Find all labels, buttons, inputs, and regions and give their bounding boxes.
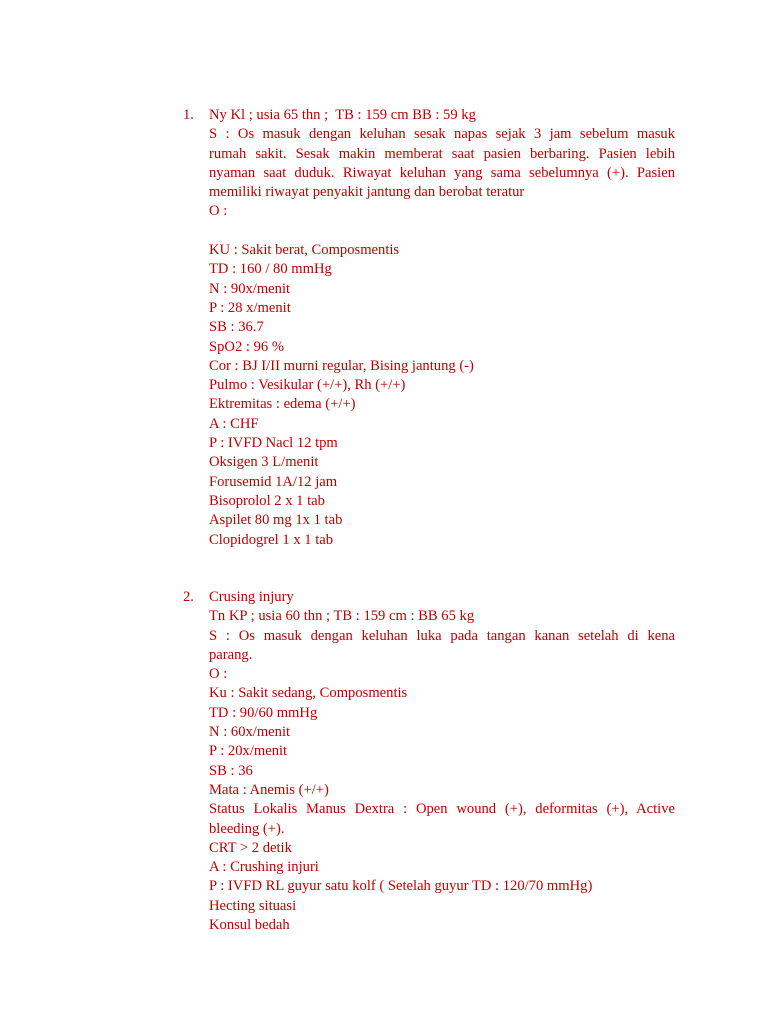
case-2-line: Konsul bedah bbox=[209, 917, 290, 934]
case-2-line: Hecting situasi bbox=[209, 897, 297, 914]
case-1-subjective-line: nyaman saat duduk. Riwayat keluhan yang sama sebelumnya (+). Pasien bbox=[209, 164, 675, 181]
case-2-title: Crusing injury bbox=[209, 589, 294, 605]
case-1-line: Clopidogrel 1 x 1 tab bbox=[209, 531, 334, 548]
case-2-line: Mata : Anemis (+/+) bbox=[209, 781, 329, 798]
case-2-status-line: bleeding (+). bbox=[209, 820, 285, 837]
case-1-number: 1. bbox=[183, 107, 194, 123]
case-2-subjective-line: S : Os masuk dengan keluhan luka pada tangan kanan setelah di kena bbox=[209, 627, 675, 644]
case-2-header: Tn KP ; usia 60 thn ; TB : 159 cm : BB 65 kg bbox=[209, 608, 475, 625]
case-1-line: KU : Sakit berat, Composmentis bbox=[209, 242, 400, 259]
case-2-line: Ku : Sakit sedang, Composmentis bbox=[209, 685, 408, 702]
case-1-subjective-line: S : Os masuk dengan keluhan sesak napas sejak 3 jam sebelum masuk bbox=[209, 126, 675, 143]
case-1-line: P : 28 x/menit bbox=[209, 299, 291, 316]
case-2-status-line: Status Lokalis Manus Dextra : Open wound (+), deformitas (+), Active bbox=[209, 801, 675, 818]
case-2-line: N : 60x/menit bbox=[209, 724, 291, 741]
case-2-line: P : 20x/menit bbox=[209, 743, 288, 760]
case-1-objective-label: O : bbox=[209, 203, 228, 220]
case-1-content bbox=[209, 106, 675, 550]
case-1-line: Bisoprolol 2 x 1 tab bbox=[209, 492, 325, 509]
case-1-line: P : IVFD Nacl 12 tpm bbox=[209, 435, 338, 452]
case-2-subjective-line: parang. bbox=[209, 646, 253, 663]
case-1-subjective-line: rumah sakit. Sesak makin memberat saat pasien berbaring. Pasien lebih bbox=[209, 145, 675, 162]
case-2-number: 2. bbox=[183, 589, 194, 605]
blank-line bbox=[209, 222, 675, 241]
case-2-line: SB : 36 bbox=[209, 762, 253, 779]
case-1-line: TD : 160 / 80 mmHg bbox=[209, 261, 332, 278]
case-1-line: Forusemid 1A/12 jam bbox=[209, 473, 338, 490]
case-1-line: N : 90x/menit bbox=[209, 280, 291, 297]
case-1-line: Oksigen 3 L/menit bbox=[209, 454, 319, 471]
case-2-content bbox=[209, 588, 675, 935]
case-2-line: TD : 90/60 mmHg bbox=[209, 704, 318, 721]
case-1-line: Pulmo : Vesikular (+/+), Rh (+/+) bbox=[209, 377, 406, 394]
case-1-line: Aspilet 80 mg 1x 1 tab bbox=[209, 512, 343, 529]
case-1-line: SpO2 : 96 % bbox=[209, 338, 284, 355]
case-2-line: A : Crushing injuri bbox=[209, 859, 319, 876]
case-1-line: A : CHF bbox=[209, 415, 259, 432]
case-2-line: P : IVFD RL guyur satu kolf ( Setelah guyur TD : 120/70 mmHg) bbox=[209, 878, 593, 895]
case-1-header: Ny Kl ; usia 65 thn ; TB : 159 cm BB : 59 kg bbox=[209, 107, 476, 123]
case-1-subjective-line: memiliki riwayat penyakit jantung dan berobat teratur bbox=[209, 184, 525, 201]
case-1-line: Cor : BJ I/II murni regular, Bising jantung (-) bbox=[209, 357, 474, 374]
case-2-objective-label: O : bbox=[209, 666, 228, 683]
case-1-line: Ektremitas : edema (+/+) bbox=[209, 396, 356, 413]
case-2-line: CRT > 2 detik bbox=[209, 839, 292, 856]
case-1-line: SB : 36.7 bbox=[209, 319, 264, 336]
